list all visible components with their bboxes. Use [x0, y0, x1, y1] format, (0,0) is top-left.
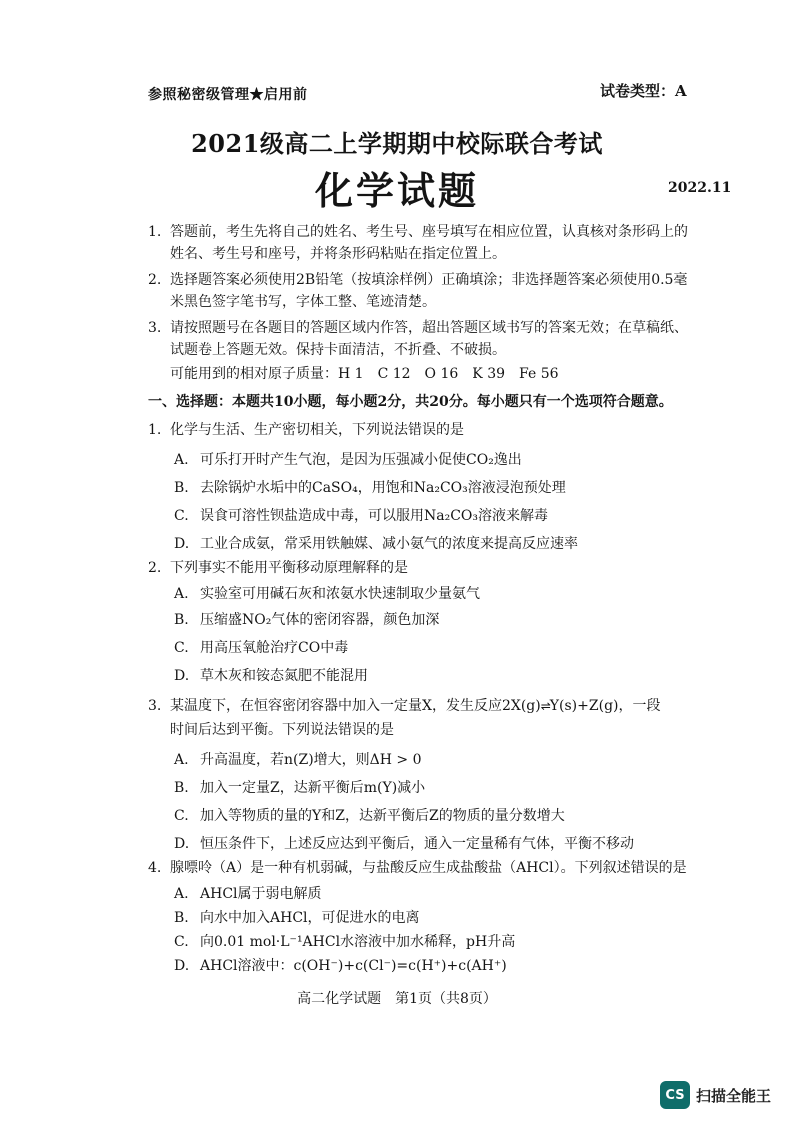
- option-a: A. 可乐打开时产生气泡，是因为压强减小促使CO₂逸出: [174, 452, 522, 468]
- instruction-number: 2.: [148, 272, 162, 288]
- option-a: A. 实验室可用碱石灰和浓氨水快速制取少量氨气: [174, 586, 480, 602]
- atomic-masses: 可能用到的相对原子质量：H 1 C 12 O 16 K 39 Fe 56: [170, 366, 559, 382]
- option-b: B. 加入一定量Z，达新平衡后m(Y)减小: [174, 780, 426, 796]
- option-c: C. 用高压氧舱治疗CO中毒: [174, 640, 349, 656]
- option-d: D. AHCl溶液中：c(OH⁻)+c(Cl⁻)=c(H⁺)+c(AH⁺): [174, 958, 507, 974]
- question-stem: 某温度下，在恒容密闭容器中加入一定量X，发生反应2X(g)⇌Y(s)+Z(g)，一段: [170, 698, 661, 714]
- exam-date: 2022.11: [668, 180, 732, 196]
- option-c: C. 加入等物质的量的Y和Z，达新平衡后Z的物质的量分数增大: [174, 808, 565, 824]
- option-c: C. 误食可溶性钡盐造成中毒，可以服用Na₂CO₃溶液来解毒: [174, 508, 549, 524]
- instruction-line: 姓名、考生号和座号，并将条形码粘贴在指定位置上。: [170, 246, 506, 262]
- exam-title: 2021级高二上学期期中校际联合考试: [191, 129, 603, 158]
- paper-type: 试卷类型：A: [600, 82, 687, 100]
- option-a: A. 升高温度，若n(Z)增大，则ΔH > 0: [174, 752, 422, 768]
- option-d: D. 恒压条件下，上述反应达到平衡后，通入一定量稀有气体，平衡不移动: [174, 836, 634, 852]
- option-d: D. 工业合成氨，常采用铁触媒、减小氨气的浓度来提高反应速率: [174, 536, 578, 552]
- watermark-text: 扫描全能王: [696, 1086, 772, 1105]
- option-b: B. 向水中加入AHCl，可促进水的电离: [174, 910, 420, 926]
- camscanner-logo-icon: CS: [660, 1081, 690, 1109]
- question-stem: 下列事实不能用平衡移动原理解释的是: [170, 560, 408, 576]
- instruction-line: 试题卷上答题无效。保持卡面清洁，不折叠、不破损。: [170, 342, 506, 358]
- option-d: D. 草木灰和铵态氮肥不能混用: [174, 668, 368, 684]
- question-stem: 化学与生活、生产密切相关，下列说法错误的是: [170, 422, 464, 438]
- instruction-line: 请按照题号在各题目的答题区域内作答，超出答题区域书写的答案无效；在草稿纸、: [170, 320, 688, 336]
- option-b: B. 压缩盛NO₂气体的密闭容器，颜色加深: [174, 612, 440, 628]
- option-c: C. 向0.01 mol·L⁻¹AHCl水溶液中加水稀释，pH升高: [174, 934, 516, 950]
- subject-title: 化学试题: [314, 168, 479, 213]
- page-footer: 高二化学试题 第1页（共8页）: [297, 991, 497, 1007]
- option-a: A. AHCl属于弱电解质: [174, 886, 322, 902]
- instruction-line: 米黑色签字笔书写，字体工整、笔迹清楚。: [170, 294, 436, 310]
- instruction-number: 3.: [148, 320, 162, 336]
- question-stem: 时间后达到平衡。下列说法错误的是: [170, 722, 394, 738]
- instruction-number: 1.: [148, 224, 162, 240]
- question-stem: 腺嘌呤（A）是一种有机弱碱，与盐酸反应生成盐酸盐（AHCl）。下列叙述错误的是: [170, 860, 687, 876]
- scanner-watermark: [660, 1081, 771, 1109]
- option-b: B. 去除锅炉水垢中的CaSO₄，用饱和Na₂CO₃溶液浸泡预处理: [174, 480, 566, 496]
- equilibrium-arrow: ⇌: [540, 699, 550, 713]
- instruction-line: 选择题答案必须使用2B铅笔（按填涂样例）正确填涂；非选择题答案必须使用0.5毫: [170, 272, 688, 288]
- question-number: 1.: [148, 422, 162, 438]
- question-number: 2.: [148, 560, 162, 576]
- section-heading: 一、选择题：本题共10小题，每小题2分，共20分。每小题只有一个选项符合题意。: [148, 394, 673, 410]
- confidential-label: 参照秘密级管理★启用前: [148, 87, 308, 103]
- question-number: 3.: [148, 698, 162, 714]
- instruction-line: 答题前，考生先将自己的姓名、考生号、座号填写在相应位置，认真核对条形码上的: [170, 224, 688, 240]
- question-number: 4.: [148, 860, 162, 876]
